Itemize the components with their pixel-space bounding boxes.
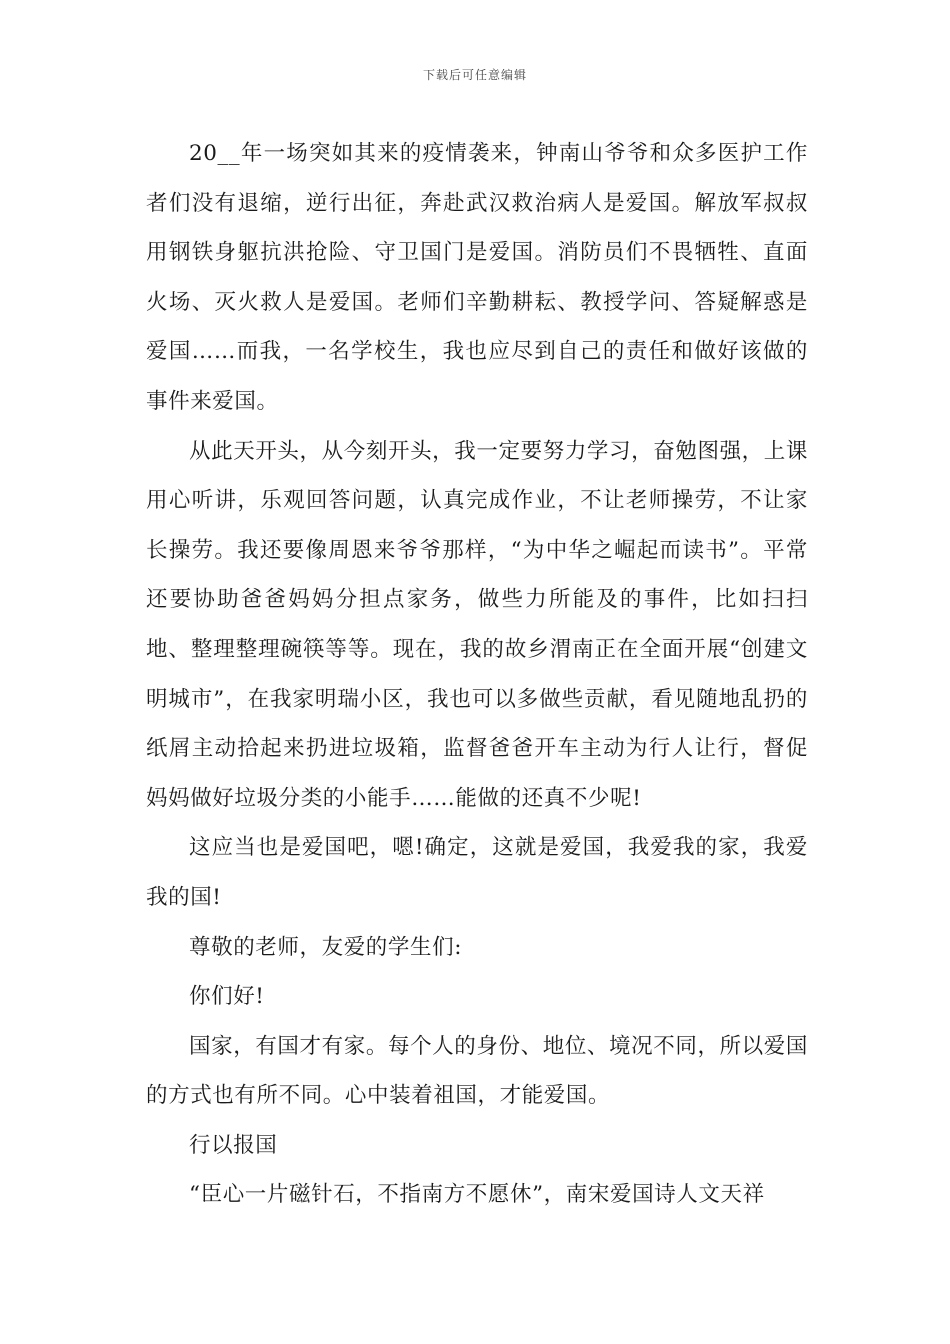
paragraph-conclusion: 这应当也是爱国吧，嗯!确定，这就是爱国，我爱我的家，我爱我的国! xyxy=(146,835,808,910)
paragraph-quote: “臣心一片磁针石，不指南方不愿休”，南宋爱国诗人文天祥 xyxy=(189,1182,765,1208)
paragraph-country: 国家，有国才有家。每个人的身份、地位、境况不同，所以爱国的方式也有所不同。心中装着祖国，才能爱国。 xyxy=(146,1033,808,1109)
paragraph-study-plan: 从此天开头，从今刻开头，我一定要努力学习，奋勉图强，上课用心听讲，乐观回答问题，认真完成作业，不让老师操劳，不让家长操劳。我还要像周恩来爷爷那样，“为中华之崛起而读书”。平常还要协助爸爸妈妈分担点家务，做些力所能及的事件，比如扫扫地、整理整理碗筷等等。现在，我的故乡渭南正在全面开展“创建文明城市”，在我家明瑞小区，我也可以多做些贡献，看见随地乱扔的纸屑主动拾起来扔进垃圾箱，监督爸爸开车主动为行人让行，督促妈妈做好垃圾分类的小能手……能做的还真不少呢! xyxy=(146,438,808,811)
paragraph-greeting-audience: 尊敬的老师，友爱的学生们: xyxy=(189,934,463,960)
section-heading: 行以报国 xyxy=(189,1132,278,1158)
document-body xyxy=(146,129,808,1220)
paragraph-epidemic: 20__年一场突如其来的疫情袭来，钟南山爷爷和众多医护工作者们没有退缩，逆行出征，奔赴武汉救治病人是爱国。解放军叔叔用钢铁身躯抗洪抢险、守卫国门是爱国。消防员们不畏牺牲、直面火场、灭火救人是爱国。老师们辛勤耕耘、教授学问、答疑解惑是爱国……而我，一名学校生，我也应尽到自己的责任和做好该做的事件来爱国。 xyxy=(146,141,808,414)
page-header: 下载后可任意编辑 xyxy=(422,68,527,82)
paragraph-greeting: 你们好! xyxy=(189,984,265,1010)
